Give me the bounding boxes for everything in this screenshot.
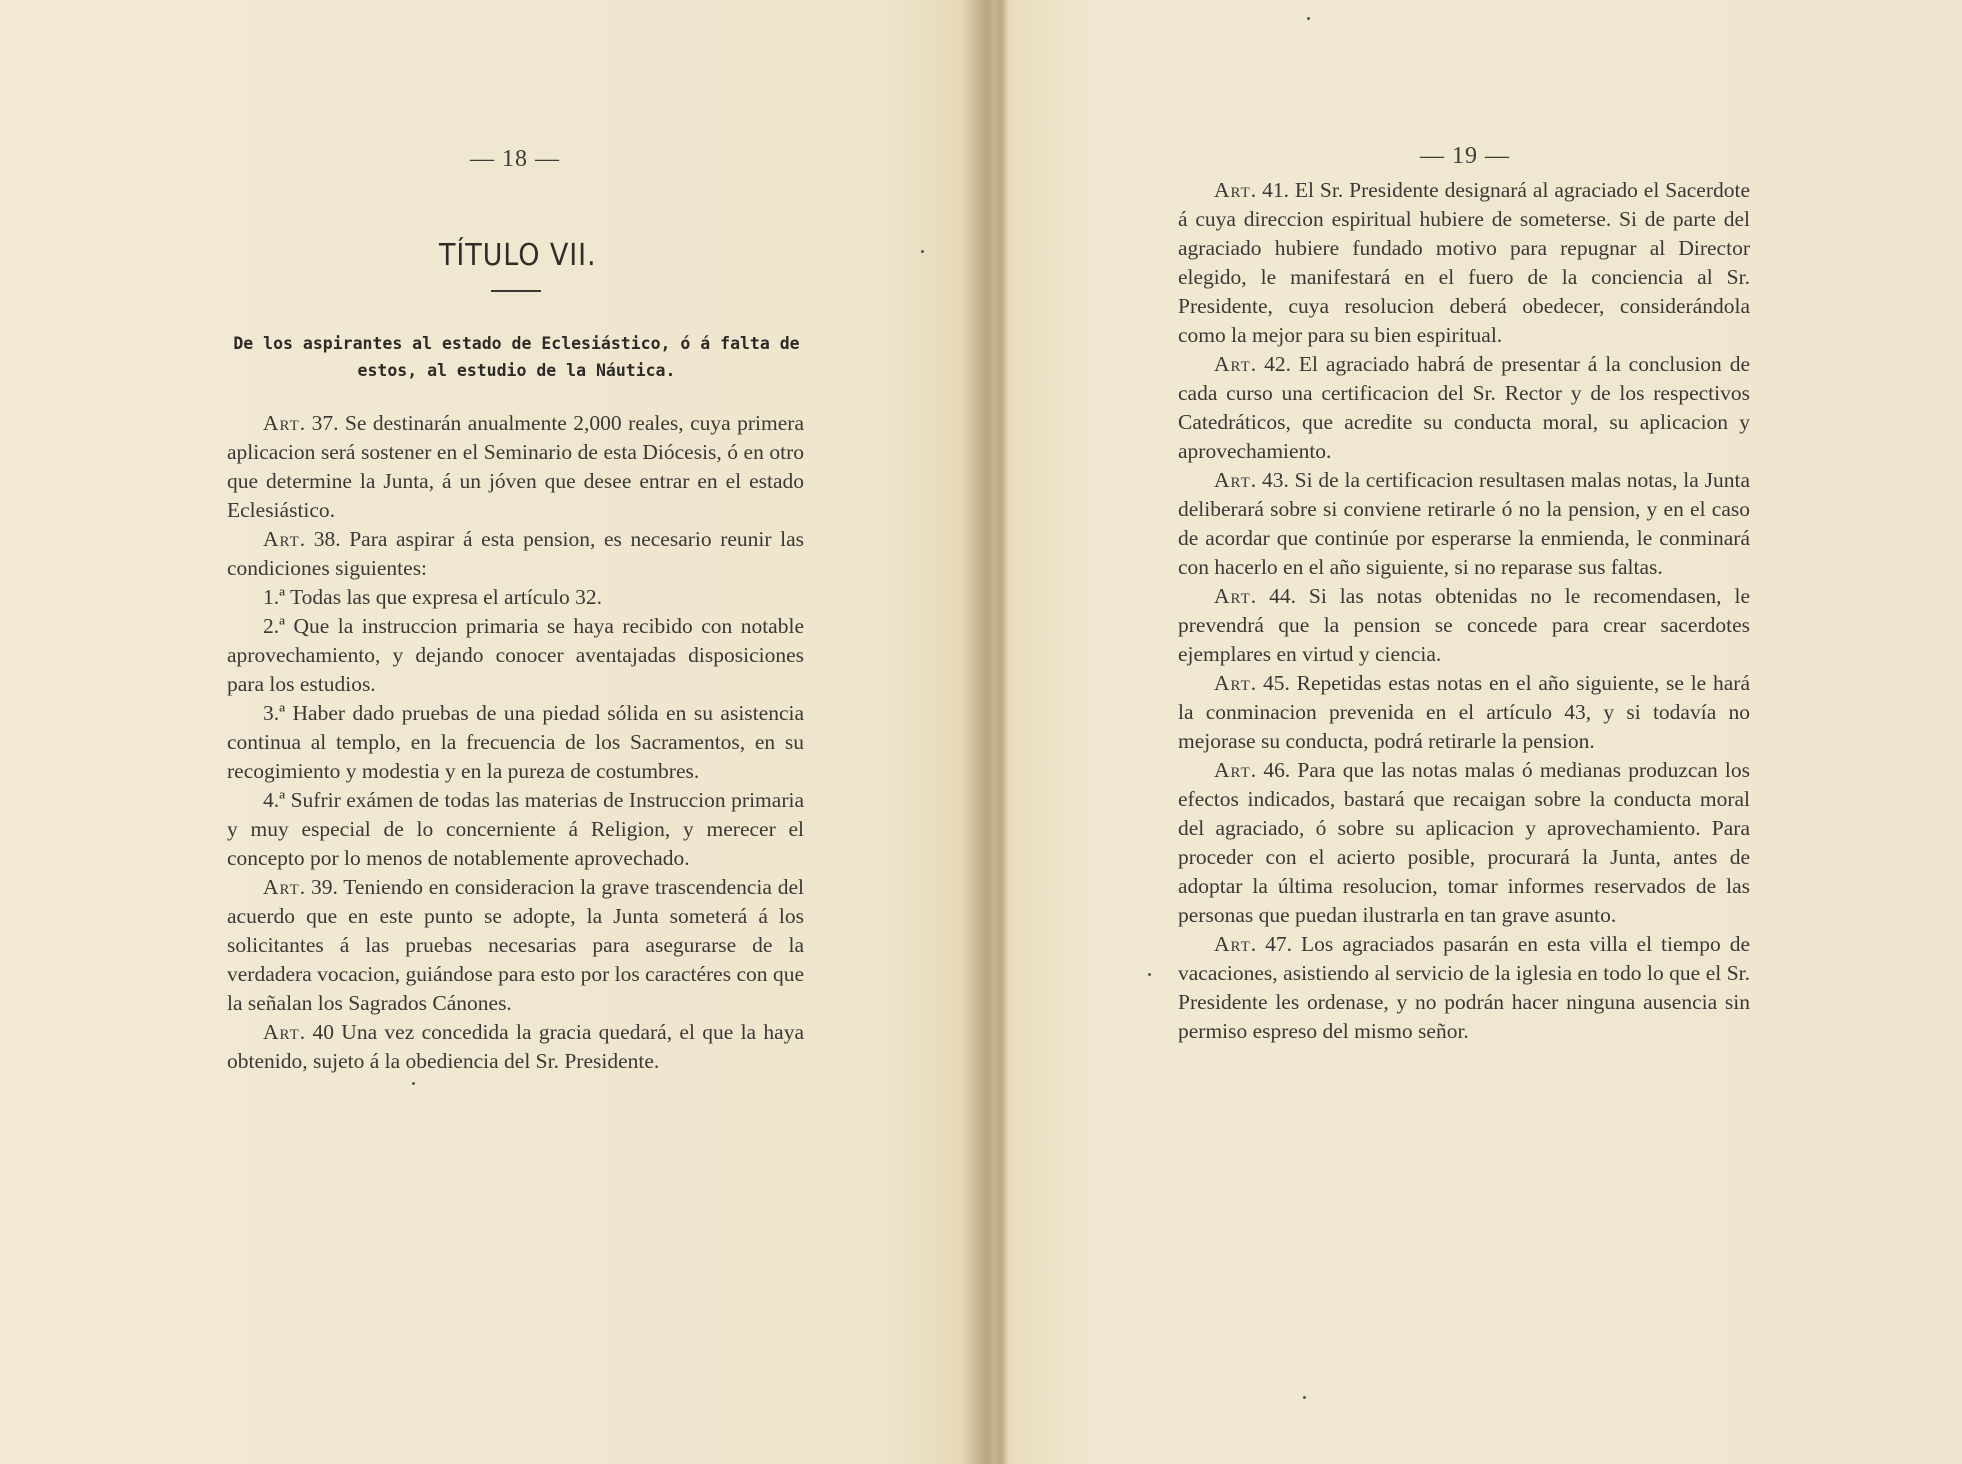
right-body-text	[1178, 176, 1750, 1046]
chapter-title: TÍTULO VII.	[439, 238, 597, 273]
article-paragraph	[1178, 669, 1750, 756]
paragraph-text: . 47. Los agraciados pasarán en esta villa el tiempo de vacaciones, asistiendo al servicio de la iglesia en todo lo que el Sr. Presidente les ordenase, y no podrán hacer ninguna ausencia sin permiso espreso del mismo señor.	[1178, 932, 1750, 1043]
article-paragraph	[227, 525, 804, 583]
paper-speck	[1303, 1396, 1306, 1399]
paragraph-text: 4.ª Sufrir exámen de todas las materias de Instruccion primaria y muy especial de lo concerniente á Religion, y merecer el concepto por lo menos de notablemente aprovechado.	[227, 788, 804, 870]
paragraph-text: . 43. Si de la certificacion resultasen malas notas, la Junta deliberará sobre si conviene retirarle ó no la pension, y en el caso de acordar que continúe por esperarse la enmienda, le conminará con hacerlo en el año siguiente, si no reparase sus faltas.	[1178, 468, 1750, 579]
paragraph-text: 3.ª Haber dado pruebas de una piedad sólida en su asistencia continua al templo, en la frecuencia de los Sacramentos, en su recogimiento y modestia y en la pureza de costumbres.	[227, 701, 804, 783]
article-label: Art	[1214, 584, 1251, 608]
article-paragraph	[1178, 930, 1750, 1046]
condition-item	[227, 583, 804, 612]
paragraph-text: 1.ª Todas las que expresa el artículo 32.	[263, 585, 602, 609]
condition-item	[227, 699, 804, 786]
paragraph-text: . 42. El agraciado habrá de presentar á la conclusion de cada curso una certificacion del Sr. Rector y de los respectivos Catedráticos, que acredite su conducta moral, su aplicacion y aprovechamiento.	[1178, 352, 1750, 463]
article-label: Art	[263, 1020, 300, 1044]
article-label: Art	[263, 875, 300, 899]
article-label: Art	[1214, 932, 1251, 956]
article-label: Art	[1214, 352, 1251, 376]
paragraph-text: . 44. Si las notas obtenidas no le recomendasen, le prevendrá que la pension se concede para crear sacerdotes ejemplares en virtud y ciencia.	[1178, 584, 1750, 666]
article-label: Art	[1214, 671, 1251, 695]
paragraph-text: . 39. Teniendo en consideracion la grave trascendencia del acuerdo que en este punto se adopte, la Junta someterá á los solicitantes á las pruebas necesarias para asegurarse de la verdadera vocacion, guiándose para esto por los caractéres con que la señalan los Sagrados Cánones.	[227, 875, 804, 1015]
article-label: Art	[1214, 758, 1251, 782]
article-paragraph	[227, 1018, 804, 1076]
article-paragraph	[1178, 350, 1750, 466]
condition-item	[227, 786, 804, 873]
article-paragraph	[227, 873, 804, 1018]
article-label: Art	[1214, 178, 1251, 202]
article-label: Art	[263, 411, 300, 435]
paragraph-text: . 38. Para aspirar á esta pension, es necesario reunir las condiciones siguientes:	[227, 527, 804, 580]
article-paragraph	[1178, 756, 1750, 930]
page-number-left: — 18 —	[470, 146, 560, 172]
paragraph-text: . 41. El Sr. Presidente designará al agraciado el Sacerdote á cuya direccion espiritual hubiere de someterse. Si de parte del agraciado hubiere fundado motivo para repugnar al Director elegido, le manifestará en el fuero de la conciencia al Sr. Presidente, cuya resolucion deberá obedecer, considerándola como la mejor para su bien espiritual.	[1178, 178, 1750, 347]
title-rule	[491, 290, 541, 292]
paragraph-text: . 46. Para que las notas malas ó medianas produzcan los efectos indicados, bastará que recaigan sobre la conducta moral del agraciado, ó sobre su aplicacion y aprovechamiento. Para proceder con el acierto posible, procurará la Junta, antes de adoptar la última resolucion, tomar informes reservados de las personas que puedan ilustrarla en tan grave asunto.	[1178, 758, 1750, 927]
article-label: Art	[263, 527, 300, 551]
left-body-text	[227, 409, 804, 1076]
paper-speck	[921, 250, 924, 253]
paragraph-text: . 37. Se destinarán anualmente 2,000 reales, cuya primera aplicacion será sostener en el Seminario de esta Diócesis, ó en otro que determine la Junta, á un jóven que desee entrar en el estado Eclesiástico.	[227, 411, 804, 522]
article-paragraph	[1178, 582, 1750, 669]
article-paragraph	[1178, 466, 1750, 582]
article-paragraph	[1178, 176, 1750, 350]
page-number-right: — 19 —	[1420, 143, 1510, 169]
paper-speck	[1148, 973, 1151, 976]
article-label: Art	[1214, 468, 1251, 492]
article-paragraph	[227, 409, 804, 525]
right-page	[1000, 0, 1962, 1464]
condition-item	[227, 612, 804, 699]
paragraph-text: 2.ª Que la instruccion primaria se haya recibido con notable aprovechamiento, y dejando conocer aventajadas disposiciones para los estudios.	[227, 614, 804, 696]
chapter-subheading: De los aspirantes al estado de Eclesiástico, ó á falta de estos, al estudio de la Náutica.	[233, 334, 800, 380]
paragraph-text: . 40 Una vez concedida la gracia quedará, el que la haya obtenido, sujeto á la obediencia del Sr. Presidente.	[227, 1020, 804, 1073]
paper-speck	[412, 1082, 415, 1085]
paper-speck	[1307, 17, 1310, 20]
paragraph-text: . 45. Repetidas estas notas en el año siguiente, se le hará la conminacion prevenida en el artículo 43, y si todavía no mejorase su conducta, podrá retirarle la pension.	[1178, 671, 1750, 753]
